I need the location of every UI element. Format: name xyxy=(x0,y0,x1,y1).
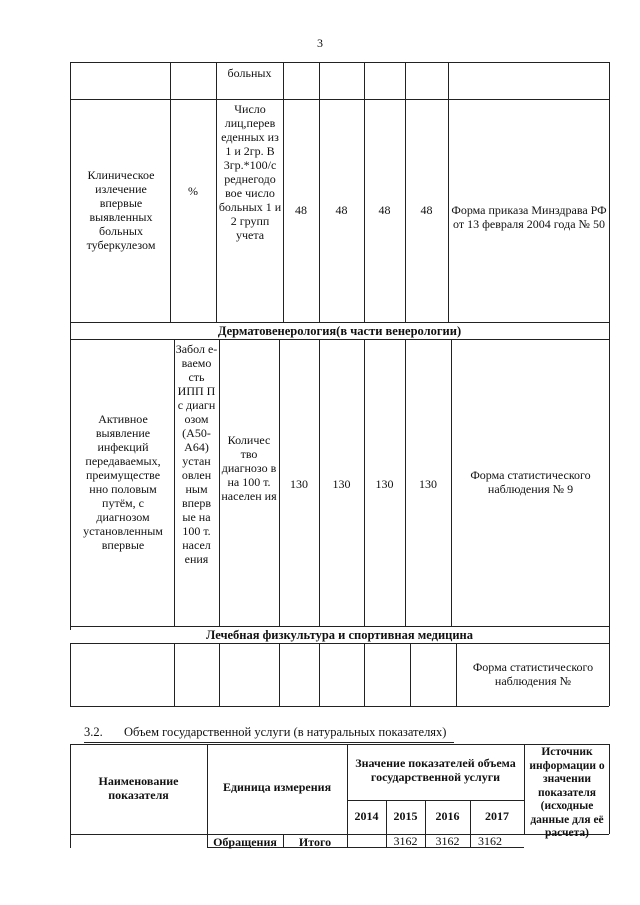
year-2014: 2014 xyxy=(354,809,379,823)
section-title-lfk: Лечебная физкультура и спортивная медицина xyxy=(205,628,474,642)
cell-top-formula: больных xyxy=(227,66,272,80)
section-heading-3-2 xyxy=(84,725,446,740)
cell-unit-clinical: % xyxy=(188,184,198,198)
cell-value: 48 xyxy=(420,203,433,217)
row-subtotal-label: Итого xyxy=(298,835,332,849)
section-number: 3.2. xyxy=(84,725,103,739)
cell-value: 130 xyxy=(419,477,437,491)
cell-value: 48 xyxy=(295,203,307,217)
cell-value: 48 xyxy=(378,203,391,217)
cell-indicator-clinical: Клиническое излечение впервые выявленных больных туберкулезом xyxy=(86,168,156,252)
cell-indicator-derm: Активное выявление инфекций передаваемых, преимуществе нно половым путём, с диагнозом установленным впервые xyxy=(83,412,163,552)
cell-value: 130 xyxy=(332,477,351,491)
section-title: Объем государственной услуги (в натуральных показателях) xyxy=(124,725,447,739)
header-values: Значение показателей объема государственной услуги xyxy=(355,756,516,784)
header-source: Источник информации о значении показателя (исходные данные для её расчета) xyxy=(529,746,605,839)
header-unit: Единица измерения xyxy=(222,780,332,794)
cell-value: 48 xyxy=(335,203,348,217)
page-number: 3 xyxy=(317,36,323,50)
cell-unit-derm: Забол е- ваемо сть ИПП П с диагн озом (А50- А64) устан овлен ным вперв ые на 100 т. насел ения xyxy=(175,342,218,566)
year-2015: 2015 xyxy=(393,809,418,823)
header-indicator-name: Наименование показателя xyxy=(98,774,179,802)
year-2017: 2017 xyxy=(485,809,509,823)
row-value-2016: 3162 xyxy=(435,834,460,848)
row-value-2015: 3162 xyxy=(393,834,418,848)
cell-value: 130 xyxy=(290,477,308,491)
year-2016: 2016 xyxy=(435,809,460,823)
row-value-2017: 3162 xyxy=(478,834,502,848)
cell-formula-derm: Количес тво диагнозо в на 100 т. населен ия xyxy=(221,433,277,503)
cell-formula-clinical: Число лиц,перев еденных из 1 и 2гр. В 3гр.*100/с реднегодо вое число больных 1 и 2 групп учета xyxy=(218,102,282,242)
section-title-derm: Дерматовенерология(в части венерологии) xyxy=(217,324,462,338)
cell-source-clinical: Форма приказа Минздрава РФ от 13 февраля 2004 года № 50 xyxy=(451,203,607,231)
cell-source-lfk: Форма статистического наблюдения № xyxy=(472,660,594,688)
row-unit: Обращения xyxy=(213,835,277,849)
cell-value: 130 xyxy=(375,477,394,491)
cell-source-derm: Форма статистического наблюдения № 9 xyxy=(470,468,591,496)
